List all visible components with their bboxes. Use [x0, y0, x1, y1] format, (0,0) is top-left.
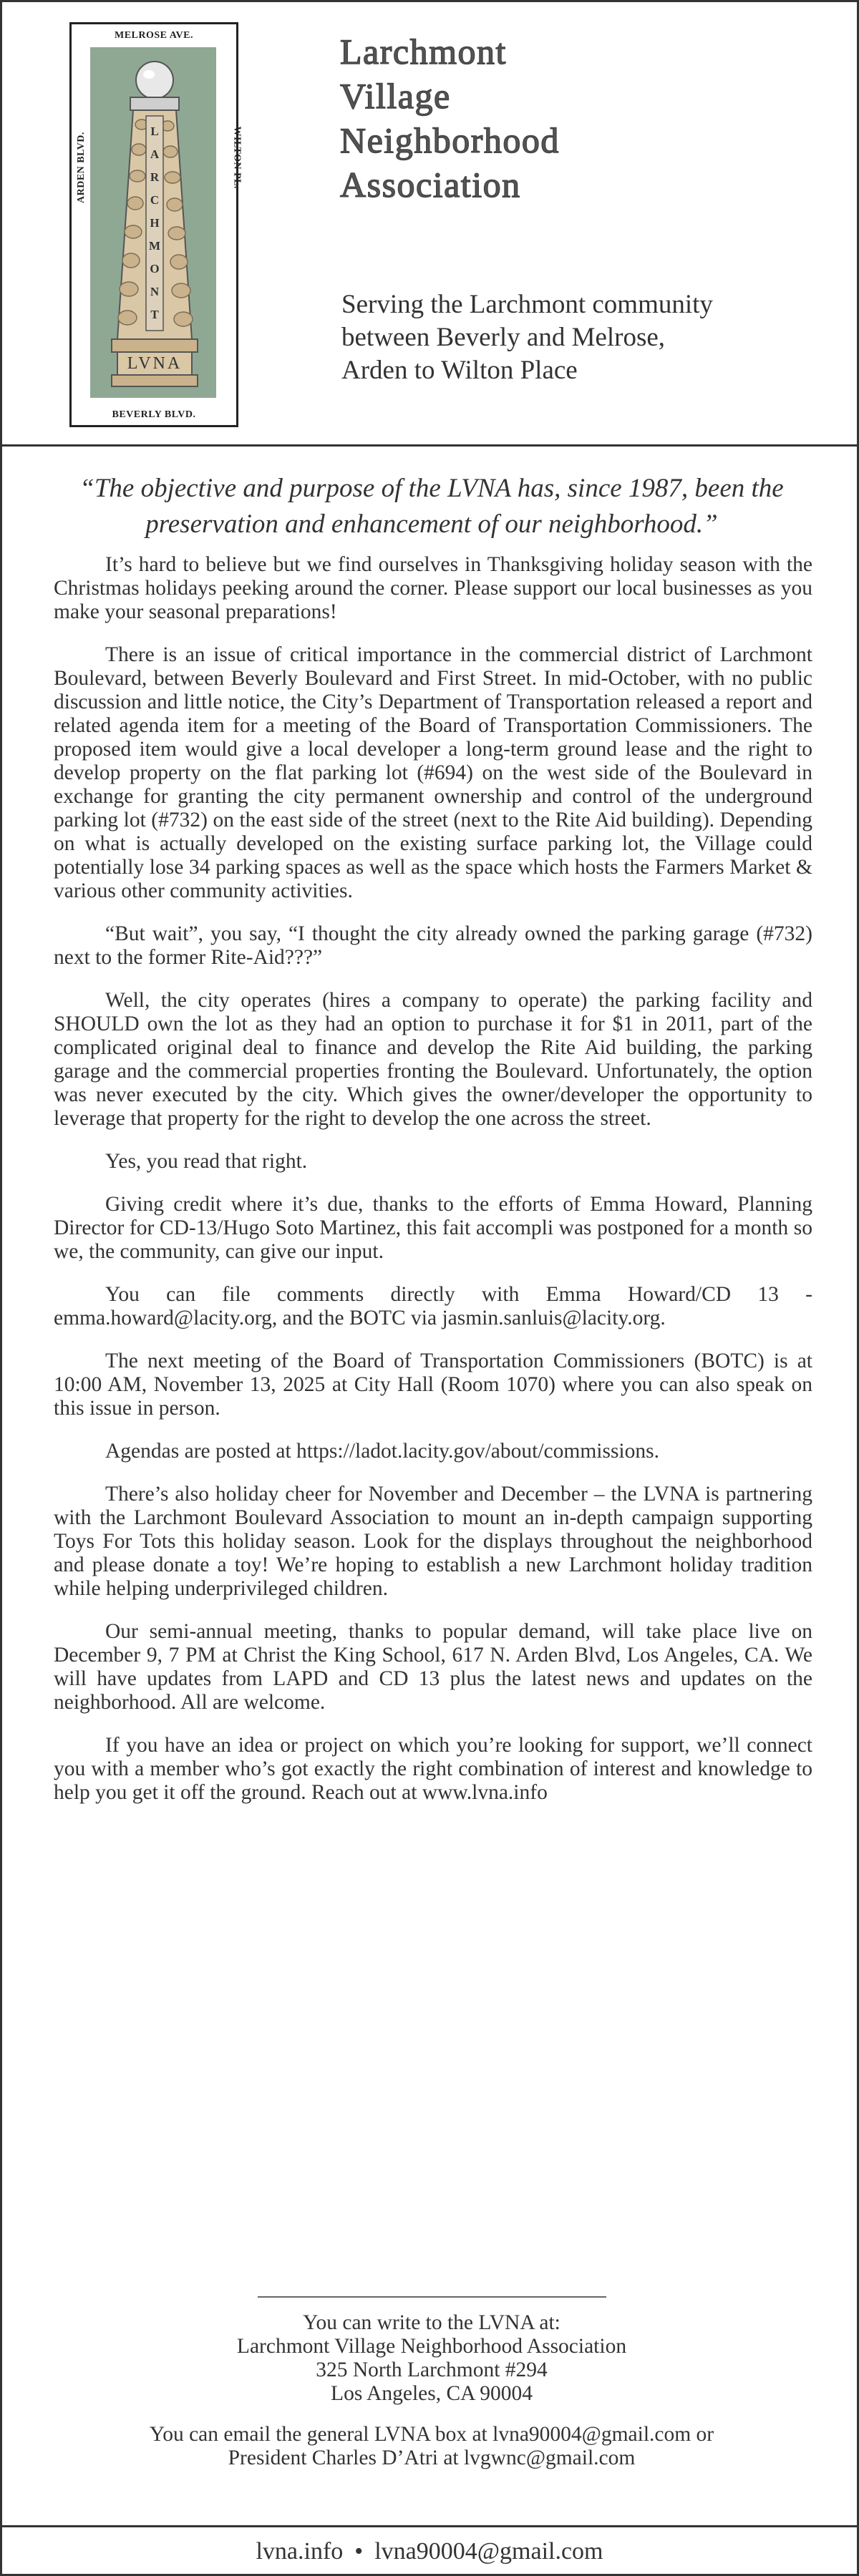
email-line: You can email the general LVNA box at lvna90004@gmail.com or — [149, 2423, 714, 2446]
logo-letter: A — [150, 147, 160, 161]
mailing-address — [45, 2311, 818, 2406]
mission-quote: “The objective and purpose of the LVNA has, since 1987, been the preservation and enhancement of our neighborhood.” — [79, 474, 784, 539]
logo-letter: T — [150, 308, 159, 321]
logo-street-right: WILTON PL. — [231, 126, 242, 189]
logo-letter: L — [150, 125, 159, 138]
paragraph: Agendas are posted at https://ladot.lacity.gov/about/commissions. — [105, 1440, 659, 1463]
article-body — [54, 553, 812, 1824]
contact-block — [45, 2311, 818, 2470]
organization-title — [340, 29, 560, 207]
logo-plaque-text: LVNA — [127, 354, 183, 373]
logo-letter: H — [150, 216, 160, 230]
title-line: Village — [340, 76, 451, 116]
tagline-line: between Beverly and Melrose, — [341, 323, 666, 352]
address-line: Larchmont Village Neighborhood Association — [236, 2335, 627, 2358]
title-line: Larchmont — [340, 31, 507, 72]
footer-website-link[interactable]: lvna.info — [256, 2538, 344, 2565]
address-line: Los Angeles, CA 90004 — [331, 2382, 533, 2405]
logo-street-bottom: BEVERLY BLVD. — [112, 409, 196, 420]
paragraph: It’s hard to believe but we find ourselves in Thanksgiving holiday season with the Christmas holidays peeking around the corner. Please support our local businesses as you make your seasonal preparations! — [54, 553, 812, 623]
logo-letter: M — [148, 239, 161, 253]
tagline-line: Serving the Larchmont community — [341, 290, 713, 319]
paragraph: If you have an idea or project on which you’re looking for support, we’ll connect you with a member who’s got exactly the right combination of interest and knowledge to help you get it off the ground. Reach out at www.lvna.info — [54, 1734, 812, 1804]
paragraph: Our semi-annual meeting, thanks to popular demand, will take place live on December 9, 7 PM at Christ the King School, 617 N. Arden Blvd, Los Angeles, CA. We will have updates from LAPD and CD 13 plus the latest news and updates on the neighborhood. All are welcome. — [54, 1620, 812, 1714]
paragraph: You can file comments directly with Emma Howard/CD 13 - emma.howard@lacity.org, and the BOTC via jasmin.sanluis@lacity.org. — [54, 1283, 812, 1330]
address-line: 325 North Larchmont #294 — [316, 2358, 548, 2381]
lvna-logo — [69, 22, 242, 427]
header — [2, 2, 857, 447]
email-line: President Charles D’Atri at lvgwnc@gmail.com — [228, 2446, 636, 2469]
paragraph: There’s also holiday cheer for November and December – the LVNA is partnering with the Larchmont Boulevard Association to mount an in-depth campaign supporting Toys For Tots this holiday season. Look for the displays throughout the neighborhood and please donate a toy! We’re hoping to establish a new Larchmont holiday tradition while helping underprivileged children. — [54, 1483, 812, 1600]
title-line: Neighborhood — [340, 120, 560, 160]
title-line: Association — [340, 165, 521, 205]
paragraph: Yes, you read that right. — [105, 1150, 308, 1173]
paragraph: There is an issue of critical importance in the commercial district of Larchmont Boulevard, between Beverly Boulevard and First Street. In mid-October, with no public discussion and little notice, the City’s Department of Transportation released a report and related agenda item for a meeting of the Board of Transportation Commissioners. The proposed item would give a local developer a long-term ground lease and the right to develop property on the flat parking lot (#694) on the west side of the Boulevard in exchange for granting the city permanent ownership and control of the underground parking lot (#732) on the east side of the street (next to the Rite Aid building). Depending on what is actually developed on the existing surface parking lot, the Village could potentially lose 34 parking spaces as well as the space which hosts the Farmers Market & various other community activities. — [54, 643, 812, 902]
paragraph: “But wait”, you say, “I thought the city already owned the parking garage (#732) next to the former Rite-Aid???” — [54, 922, 812, 969]
tagline — [341, 288, 713, 387]
logo-letter: O — [150, 262, 160, 275]
bullet-separator: • — [354, 2538, 364, 2565]
address-line: You can write to the LVNA at: — [303, 2311, 560, 2334]
email-info — [45, 2423, 818, 2470]
footer-email-link[interactable]: lvna90004@gmail.com — [374, 2538, 603, 2565]
logo-column-letters — [146, 120, 163, 326]
logo-street-top: MELROSE AVE. — [115, 30, 193, 41]
paragraph: The next meeting of the Board of Transportation Commissioners (BOTC) is at 10:00 AM, November 13, 2025 at City Hall (Room 1070) where you can also speak on this issue in person. — [54, 1350, 812, 1420]
paragraph: Well, the city operates (hires a company to operate) the parking facility and SHOULD own the lot as they had an option to purchase it for $1 in 2011, part of the complicated original deal to finance and develop the Rite Aid building, the parking garage and the commercial properties fronting the Boulevard. Unfortunately, the option was never executed by the city. Which gives the owner/developer the opportunity to leverage that property for the right to develop the one across the street. — [54, 989, 812, 1130]
footer — [2, 2525, 857, 2576]
tagline-line: Arden to Wilton Place — [341, 356, 578, 385]
logo-letter: N — [150, 285, 160, 298]
divider — [258, 2296, 606, 2298]
logo-letter: R — [150, 170, 160, 184]
logo-street-left: ARDEN BLVD. — [76, 132, 87, 203]
paragraph: Giving credit where it’s due, thanks to the efforts of Emma Howard, Planning Director for CD-13/Hugo Soto Martinez, this fait accompli was postponed for a month so we, the community, can give our input. — [54, 1193, 812, 1263]
logo-letter: C — [150, 193, 160, 207]
